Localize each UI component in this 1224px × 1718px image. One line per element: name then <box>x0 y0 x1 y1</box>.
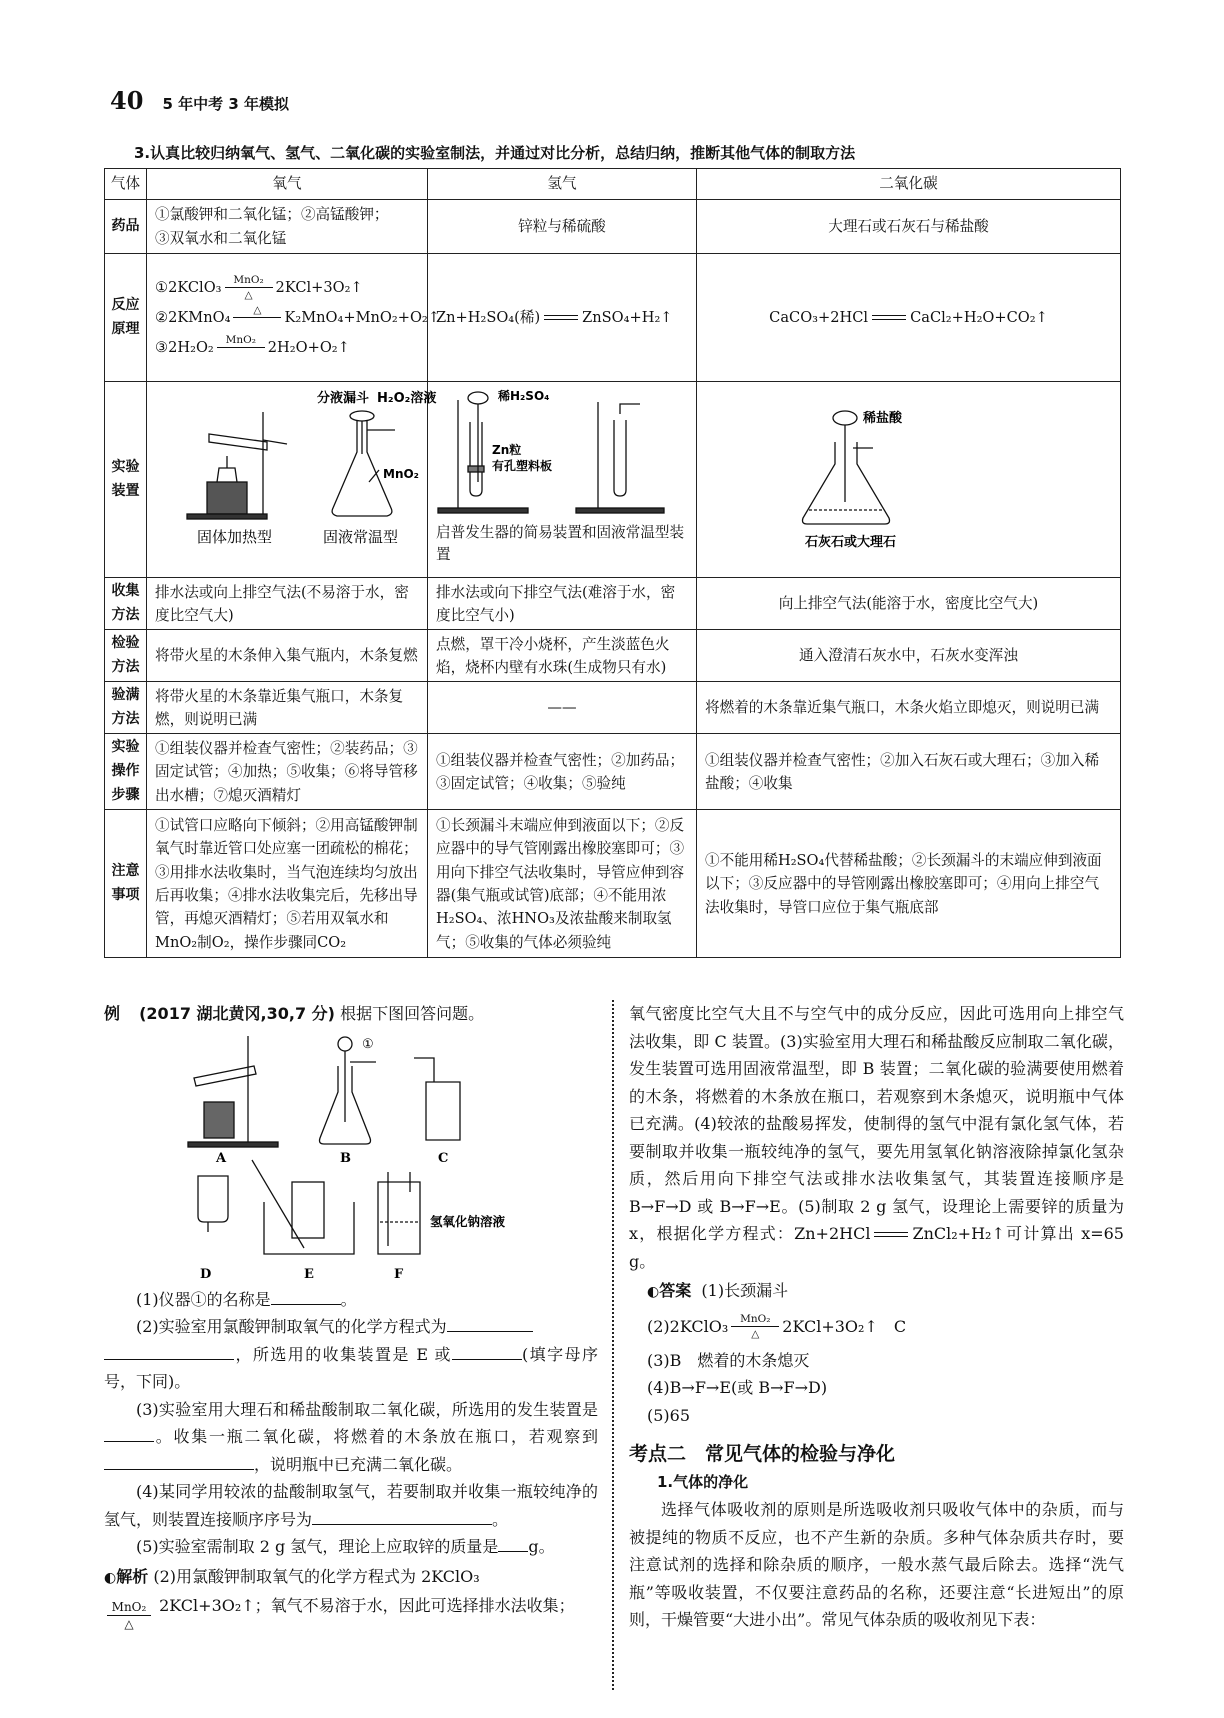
test-co2: 通入澄清石灰水中，石灰水变浑浊 <box>697 630 1121 682</box>
answer-tag: 答案 <box>659 1281 692 1300</box>
reaction-condition: MnO₂ △ <box>225 275 273 301</box>
answer-5: (5)65 <box>647 1405 691 1425</box>
answer-block <box>647 1277 1124 1429</box>
test-h2: 点燃，罩干冷小烧杯，产生淡蓝色火焰，烧杯内壁有水珠(生成物只有水) <box>428 630 697 682</box>
drugs-o2-line1: ①氯酸钾和二氧化锰；②高锰酸钾； <box>155 206 389 224</box>
label-b: B <box>340 1150 351 1166</box>
apparatus-h2 <box>428 382 697 578</box>
label-mno2: MnO₂ <box>383 467 419 481</box>
label-circle-1: ① <box>362 1036 374 1052</box>
reaction-condition: △ <box>233 305 281 331</box>
kaodian-heading: 考点二 常见气体的检验与净化 <box>629 1443 896 1465</box>
answer-2: (2)2KClO₃ MnO₂ △ 2KCl+3O₂↑ C <box>647 1312 907 1340</box>
example-tag: 例 <box>104 1004 121 1023</box>
notes-co2: ①不能用稀H₂SO₄代替稀盐酸；②长颈漏斗的末端应伸到液面以下；③反应器中的导管刚露出橡胶塞即可；④用向上排空气法收集时，导管口应位于集气瓶底部 <box>697 810 1121 958</box>
page-number: 40 <box>110 86 144 115</box>
page-header <box>110 86 289 115</box>
full-o2: 将带火星的木条靠近集气瓶口，木条复燃，则说明已满 <box>147 682 428 734</box>
row-label-drugs: 药品 <box>105 200 147 254</box>
label-e: E <box>304 1266 314 1282</box>
drugs-o2 <box>147 200 428 254</box>
apparatus-a-lamp <box>204 1102 234 1138</box>
apparatus-b-funnel <box>338 1037 352 1051</box>
example-column <box>104 1000 598 1630</box>
example-intro: 根据下图回答问题。 <box>340 1004 485 1023</box>
row-label-notes: 注意事项 <box>105 810 147 958</box>
example-apparatus-figure <box>104 1032 598 1286</box>
answer-1: (1)长颈漏斗 <box>701 1281 789 1300</box>
question-1: (1)仪器①的名称是 。 <box>104 1286 598 1314</box>
answer-blank-2b[interactable] <box>104 1341 234 1360</box>
row-drugs <box>105 200 1121 254</box>
collect-o2: 排水法或向上排空气法(不易溶于水，密度比空气大) <box>147 578 428 630</box>
header-oxygen: 氧气 <box>147 169 428 200</box>
apparatus-co2 <box>697 382 1121 578</box>
apparatus-e-bottle <box>292 1182 324 1238</box>
analysis-tag: 解析 <box>116 1566 149 1586</box>
test-tube <box>470 422 482 496</box>
answer-marker-icon: ◐ <box>647 1284 660 1300</box>
analysis-continued: 氧气密度比空气大且不与空气中的成分反应，因此可选用向上排空气法收集，即 C 装置。(3)实验室用大理石和稀盐酸反应制取二氧化碳，发生装置可选用固液常温型，即 B 装置；二氧化碳的验满要使用燃着的木条，将燃着的木条放在瓶口，若观察到木条熄灭，说明瓶中气体已充满。(4)较浓的盐酸易挥发，使制得的氢气中混有氯化氢气体，若要制取并收集一瓶较纯净的氢气，要先用氢氧化钠溶液除掉氯化氢杂质，然后用向下排空气法或排水法收集氢气，其装置连接顺序是 B→F→D 或 B→F→E。(5)制取 2 g 氢气，设理论上需要锌的质量为 x，根据化学方程式：Zn+2HCl ZnCl₂+H₂↑可计算出 x=65 g。 <box>629 1004 1124 1271</box>
notes-o2: ①试管口应略向下倾斜；②用高锰酸钾制氧气时靠近管口处应塞一团疏松的棉花；③用排水法收集时，当气泡连续均匀放出后再收集；④排水法收集完后，先移出导管，再熄灭酒精灯；⑤若用双氧水和MnO₂制O₂，操作步骤同CO₂ <box>147 810 428 958</box>
apparatus-e-trough <box>264 1202 354 1254</box>
answer-4: (4)B→F→E(或 B→F→D) <box>647 1378 828 1397</box>
full-h2: —— <box>428 682 697 734</box>
label-dilute-acid: 稀H₂SO₄ <box>498 389 550 403</box>
analysis-marker-icon: ◐ <box>104 1569 117 1586</box>
label-h2o2: H₂O₂溶液 <box>377 391 437 406</box>
co2-apparatus-diagram <box>697 382 1121 570</box>
row-principle <box>105 254 1121 382</box>
steps-co2: ①组装仪器并检查气密性；②加入石灰石或大理石；③加入稀盐酸；④收集 <box>697 734 1121 810</box>
row-label-steps: 实验操作步骤 <box>105 734 147 810</box>
collect-co2: 向上排空气法(能溶于水，密度比空气大) <box>697 578 1121 630</box>
question-5: (5)实验室需制取 2 g 氢气，理论上应取锌的质量是 g。 <box>104 1533 598 1561</box>
analysis-paragraph: ◐解析 (2)用氯酸钾制取氧气的化学方程式为 2KClO₃ MnO₂ △ 2KCl+3O₂↑；氧气不易溶于水，因此可选择排水法收集； <box>104 1566 575 1631</box>
column-divider <box>612 1000 614 1690</box>
label-d: D <box>200 1266 212 1282</box>
row-label-apparatus: 实验装置 <box>105 382 147 578</box>
example-source: (2017 湖北黄冈,30,7 分) <box>139 1004 335 1023</box>
full-co2: 将燃着的木条靠近集气瓶口，木条火焰立即熄灭，则说明已满 <box>697 682 1121 734</box>
book-title: 5 年中考 3 年模拟 <box>162 95 290 113</box>
answer-blank-2a[interactable] <box>447 1313 533 1332</box>
row-label-full: 验满方法 <box>105 682 147 734</box>
apparatus-f-bottle <box>378 1182 420 1254</box>
table-header-row <box>105 169 1121 200</box>
dropping-funnel <box>468 392 488 404</box>
principle-o2 <box>147 254 441 382</box>
test-o2: 将带火星的木条伸入集气瓶内，木条复燃 <box>147 630 428 682</box>
answer-blank-4[interactable] <box>312 1506 492 1525</box>
question-3: (3)实验室用大理石和稀盐酸制取二氧化碳，所选用的发生装置是。收集一瓶二氧化碳，将燃着的木条放在瓶口，若观察到，说明瓶中已充满二氧化碳。 <box>104 1396 598 1479</box>
apparatus-o2 <box>147 382 437 578</box>
caption-solid-liquid: 固液常温型 <box>323 528 399 546</box>
apparatus-a-tube <box>194 1066 256 1086</box>
apparatus-c-bottle <box>426 1082 460 1140</box>
equation-kclo3: ①2KClO₃ MnO₂ △ 2KCl+3O₂↑ <box>155 273 363 301</box>
question-2: (2)实验室用氯酸钾制取氧气的化学方程式为 ，所选用的收集装置是 E 或 (填字母序号，下同)。 <box>104 1313 598 1396</box>
separatory-funnel <box>350 411 374 421</box>
row-collect <box>105 578 1121 630</box>
row-apparatus <box>105 382 1121 578</box>
purification-paragraph: 选择气体吸收剂的原则是所选吸收剂只吸收气体中的杂质，而与被提纯的物质不反应，也不产生新的杂质。多种气体杂质共存时，要注意试剂的选择和除杂质的顺序，一般水蒸气最后除去。选择“洗气瓶”等吸收装置，不仅要注意药品的名称，还要注意“长进短出”的原则，干燥管要“大进小出”。常见气体杂质的吸收剂见下表： <box>629 1500 1124 1629</box>
notes-h2: ①长颈漏斗末端应伸到液面以下；②反应器中的导气管刚露出橡胶塞即可；③用向下排空气法收集时，导管应伸到容器(集气瓶或试管)底部；④不能用浓H₂SO₄、浓HNO₃及浓盐酸来制取氢气；⑤收集的气体必须验纯 <box>428 810 697 958</box>
h2-apparatus-caption: 启普发生器的简易装置和固液常温型装置 <box>436 524 685 563</box>
o2-apparatus-diagram <box>147 382 437 570</box>
row-steps <box>105 734 1121 810</box>
row-test <box>105 630 1121 682</box>
label-limestone: 石灰石或大理石 <box>805 535 897 550</box>
answer-blank-3b[interactable] <box>104 1451 254 1470</box>
steps-o2: ①组装仪器并检查气密性；②装药品；③固定试管；④加热；⑤收集；⑥将导管移出水槽；⑦熄灭酒精灯 <box>147 734 428 810</box>
reaction-condition: MnO₂ △ <box>107 1601 151 1630</box>
row-label-test: 检验方法 <box>105 630 147 682</box>
label-plate: 有孔塑料板 <box>492 459 553 473</box>
collect-h2: 排水法或向下排空气法(难溶于水，密度比空气小) <box>428 578 697 630</box>
test-tube-2 <box>614 420 626 496</box>
alcohol-lamp <box>217 468 237 482</box>
label-a: A <box>216 1150 227 1166</box>
row-full <box>105 682 1121 734</box>
example-heading <box>104 1000 598 1028</box>
right-column <box>629 1000 1124 1634</box>
apparatus-d-tube <box>198 1176 228 1222</box>
drugs-h2: 锌粒与稀硫酸 <box>428 200 697 254</box>
drugs-co2: 大理石或石灰石与稀盐酸 <box>697 200 1121 254</box>
label-zinc: Zn粒 <box>492 443 522 457</box>
equation-kmno4: ②2KMnO₄ △ K₂MnO₄+MnO₂+O₂↑ <box>155 303 419 333</box>
label-funnel: 分液漏斗 <box>317 391 370 406</box>
label-c: C <box>438 1150 449 1166</box>
caption-solid-heating: 固体加热型 <box>197 528 273 546</box>
header-co2: 二氧化碳 <box>697 169 1121 200</box>
test-tube <box>209 434 267 450</box>
question-4: (4)某同学用较浓的盐酸制取氢气，若要制取并收集一瓶较纯净的氢气，则装置连接顺序序号为 。 <box>104 1482 598 1529</box>
equation-h2o2: ③2H₂O₂ MnO₂ 2H₂O+O₂↑ <box>155 333 419 363</box>
gas-comparison-table <box>104 168 1121 958</box>
answer-blank-1[interactable] <box>271 1286 341 1305</box>
answer-blank-3a[interactable] <box>104 1423 154 1442</box>
header-hydrogen: 氢气 <box>428 169 697 200</box>
answer-blank-5[interactable] <box>498 1533 528 1552</box>
label-naoh: 氢氧化钠溶液 <box>430 1213 506 1229</box>
reaction-condition: MnO₂ △ <box>731 1314 779 1340</box>
answer-blank-2c[interactable] <box>452 1341 522 1360</box>
row-notes <box>105 810 1121 958</box>
row-label-collect: 收集方法 <box>105 578 147 630</box>
subsection-heading: 1.气体的净化 <box>657 1472 749 1491</box>
stand-base <box>187 514 267 519</box>
label-hcl: 稀盐酸 <box>863 411 903 426</box>
conical-flask <box>803 442 890 524</box>
header-gas: 气体 <box>105 169 147 200</box>
principle-h2: Zn+H₂SO₄(稀) ZnSO₄+H₂↑ <box>428 254 697 382</box>
answer-3: (3)B 燃着的木条熄灭 <box>647 1350 810 1370</box>
label-f: F <box>394 1266 404 1282</box>
reaction-condition: MnO₂ <box>217 335 265 361</box>
row-label-principle: 反应原理 <box>105 254 147 382</box>
principle-co2: CaCO₃+2HCl CaCl₂+H₂O+CO₂↑ <box>697 254 1121 382</box>
heating-block <box>207 482 247 514</box>
steps-h2: ①组装仪器并检查气密性；②加药品；③固定试管；④收集；⑤验纯 <box>428 734 697 810</box>
drugs-o2-line2: ③双氧水和二氧化锰 <box>155 229 287 247</box>
section-heading: 3.认真比较归纳氧气、氢气、二氧化碳的实验室制法，并通过对比分析，总结归纳，推断其他气体的制取方法 <box>134 144 856 162</box>
long-neck-funnel <box>833 411 857 425</box>
